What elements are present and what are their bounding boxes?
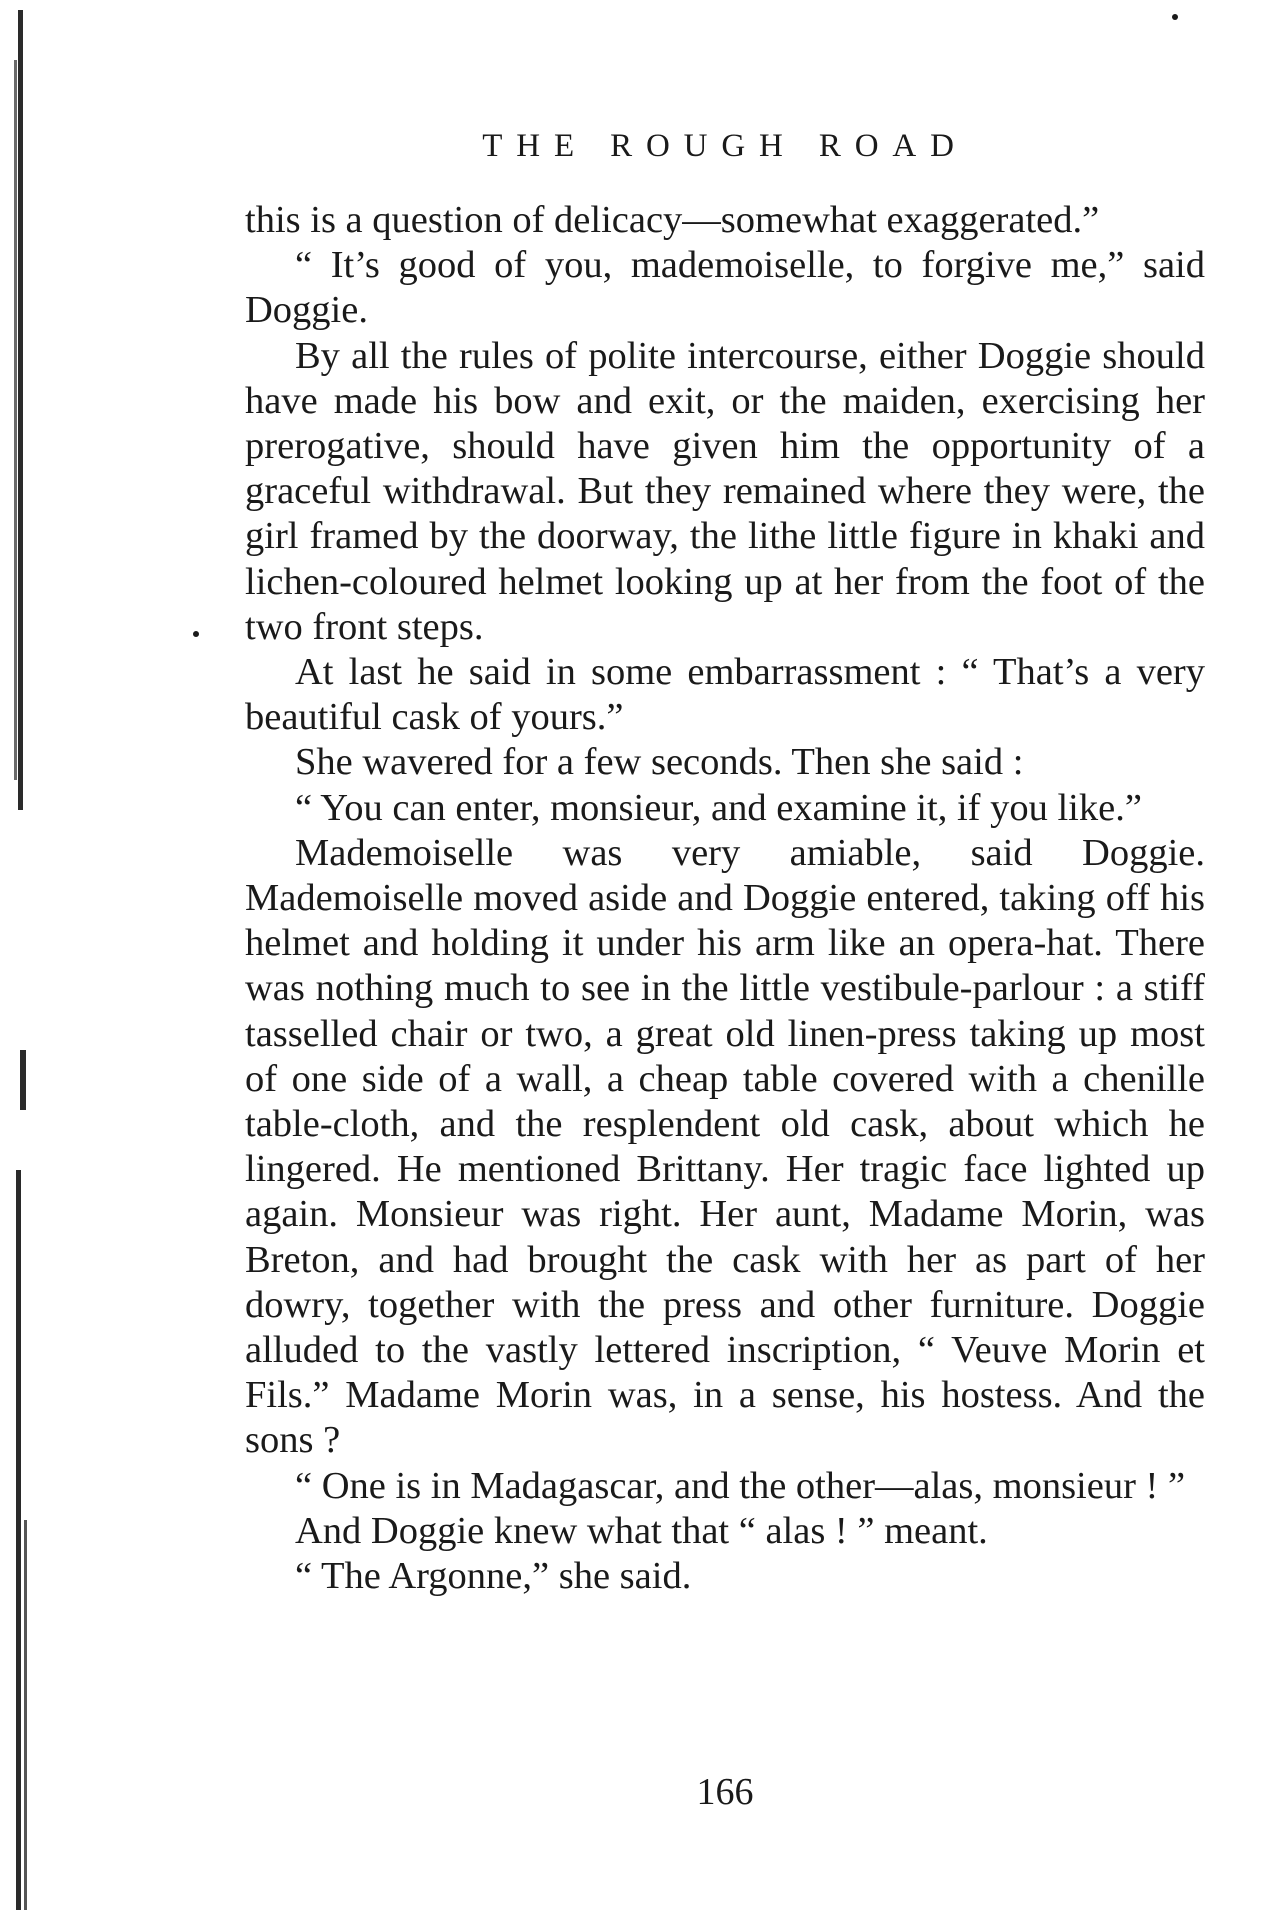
paragraph: And Doggie knew what that “ alas ! ” meant. [295, 1509, 988, 1552]
paragraph: this is a question of delicacy—somewhat exaggerated.” [245, 199, 1100, 241]
paragraph: She wavered for a few seconds. Then she said : [295, 741, 1024, 784]
paragraph: “ You can enter, monsieur, and examine it, if you like.” [295, 786, 1142, 829]
stray-dot-top [1172, 14, 1178, 20]
paragraph: “ The Argonne,” she said. [295, 1555, 692, 1598]
paragraph: At last he said in some embarrassment : “ That’s a very beautiful cask of yours.” [245, 651, 1205, 739]
paragraph: “ It’s good of you, mademoiselle, to forgive me,” said Doggie. [245, 244, 1205, 332]
running-head: THE ROUGH ROAD [482, 128, 968, 164]
page-number: 166 [696, 1771, 754, 1813]
stray-dot-margin [193, 631, 199, 637]
paragraph: By all the rules of polite intercourse, either Doggie should have made his bow and exit, or the maiden, exercising her prerogative, should have given him the opportunity of a graceful withdrawal. But they remained where they were, the girl framed by the doorway, the lithe little figure in khaki and lichen-coloured helmet looking up at her from the foot of the two front steps. [245, 334, 1205, 648]
paragraph: Mademoiselle was very amiable, said Doggie. Mademoiselle moved aside and Doggie entered, taking off his helmet and holding it under his arm like an opera-hat. There was nothing much to see in the little vestibule-parlour : a stiff tasselled chair or two, a great old linen-press taking up most of one side of a wall, a cheap table covered with a chenille table-cloth, and the resplendent old cask, about which he lingered. He mentioned Brittany. Her tragic face lighted up again. Monsieur was right. Her aunt, Madame Morin, was Breton, and had brought the cask with her as part of her dowry, together with the press and other furniture. Doggie alluded to the vastly lettered inscription, “ Veuve Morin et Fils.” Madame Morin was, in a sense, his hostess. And the sons ? [245, 831, 1205, 1462]
body-text [245, 198, 1205, 1599]
paragraph: “ One is in Madagascar, and the other—alas, monsieur ! ” [295, 1464, 1186, 1507]
